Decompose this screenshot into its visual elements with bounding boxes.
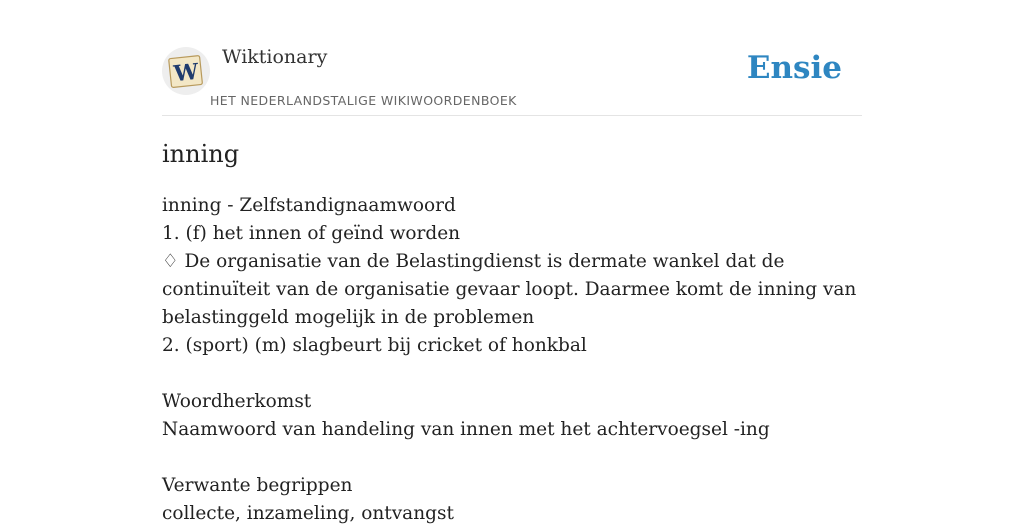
- definition-1: 1. (f) het innen of geïnd worden: [162, 223, 461, 244]
- spacer: [162, 360, 862, 388]
- entry-content: [162, 192, 862, 528]
- example-sentence: ♢ De organisatie van de Belastingdienst is dermate wankel dat de continuïteit van de organisatie gevaar loopt. Daarmee komt de inning van belastinggeld mogelijk in de problemen: [162, 251, 857, 328]
- origin-heading: Woordherkomst: [162, 391, 312, 412]
- origin-text: Naamwoord van handeling van innen met het achtervoegsel -ing: [162, 419, 770, 440]
- spacer: [162, 444, 862, 472]
- related-text: collecte, inzameling, ontvangst: [162, 503, 454, 524]
- logo-tile: [166, 51, 206, 91]
- site-header: [162, 0, 862, 116]
- page-title: inning: [162, 140, 240, 168]
- related-heading: Verwante begrippen: [162, 475, 353, 496]
- definition-2: 2. (sport) (m) slagbeurt bij cricket of honkbal: [162, 335, 587, 356]
- site-name[interactable]: Wiktionary: [222, 46, 328, 68]
- logo-letter: W: [172, 58, 200, 88]
- wiktionary-logo-icon[interactable]: [162, 47, 210, 95]
- page: [162, 0, 862, 524]
- brand-logo-ensie[interactable]: Ensie: [746, 50, 842, 86]
- part-of-speech-line: inning - Zelfstandignaamwoord: [162, 195, 456, 216]
- site-subtitle: HET NEDERLANDSTALIGE WIKIWOORDENBOEK: [210, 93, 517, 108]
